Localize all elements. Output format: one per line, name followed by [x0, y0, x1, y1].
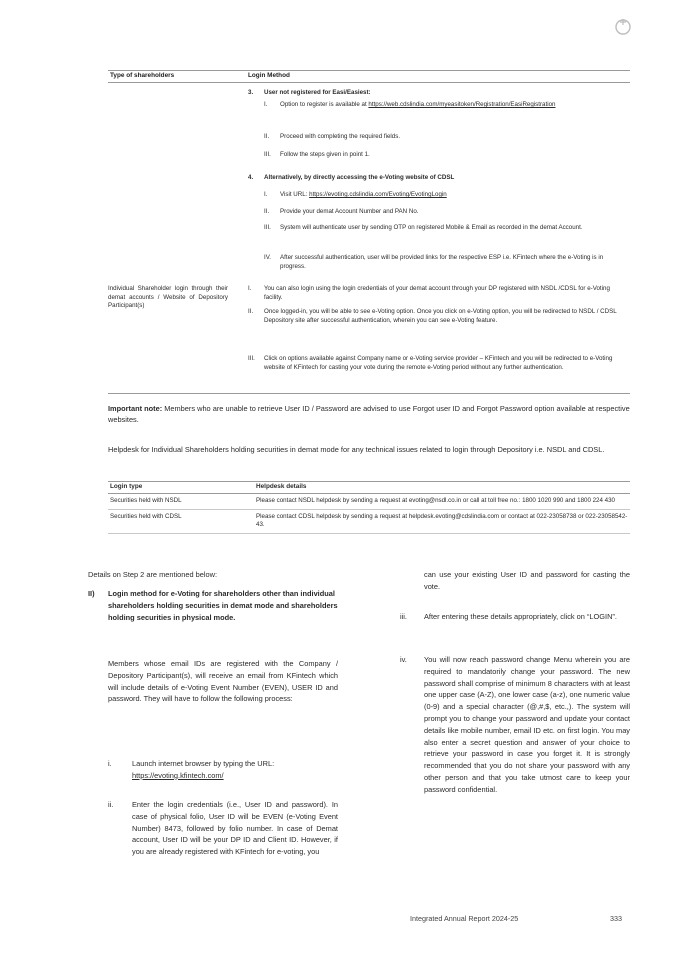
- col-header-helpdesk: Helpdesk details: [256, 483, 307, 490]
- login-method-table-header: [108, 70, 630, 83]
- list-item-number: iii.: [400, 612, 407, 621]
- list-item: I. Visit URL: https://evoting.cdslindia.com/Evoting/EvotingLogin: [264, 191, 447, 198]
- col-header-shareholders: Type of shareholders: [110, 72, 175, 79]
- list-item: Enter the login credentials (i.e., User ID and password). In case of physical folio, User ID will be EVEN (e-Voting Event Number) 8473, followed by folio number. In case of Demat account, User ID will be your DP ID and Client ID. However, if you are already registered with KFintech for e-voting, you: [132, 800, 338, 857]
- step-2-intro: Details on Step 2 are mentioned below:: [88, 570, 218, 579]
- shareholder-type-label: Individual Shareholder login through their demat accounts / Website of Depository Participant(s): [108, 285, 228, 310]
- helpdesk-table-header: [108, 481, 630, 494]
- list-item: III. Click on options available against Company name or e-Voting service provider – KFintech and you will be redirected to e-Voting website of KFintech for casting your vote during the remote e-Voting period without any further authentication.: [248, 355, 613, 371]
- list-item: I. Option to register is available at https://web.cdslindia.com/myeasitoken/Registration/EasiRegistration: [264, 101, 556, 108]
- list-item-number: ii.: [108, 800, 114, 809]
- section-ii-heading: Login method for e-Voting for shareholders other than individual shareholders holding securities in demat mode and shareholders holding securities in physical mode.: [108, 589, 338, 622]
- cdsl-evoting-login-link[interactable]: https://evoting.cdslindia.com/Evoting/EvotingLogin: [309, 191, 447, 198]
- list-item: II. Proceed with completing the required fields.: [264, 133, 401, 140]
- col-header-login-method: Login Method: [248, 72, 290, 79]
- continued-text: can use your existing User ID and password for casting the vote.: [424, 570, 630, 591]
- section-ii-paragraph: Members whose email IDs are registered with the Company / Depository Participant(s), will receive an email from KFintech which will include details of e-Voting Event Number (EVEN), USER ID and password. They will have to follow the following process:: [108, 659, 338, 704]
- section-4-number: 4.: [248, 174, 254, 181]
- table-divider: [108, 393, 630, 394]
- col-header-login-type: Login type: [110, 483, 143, 490]
- list-item: III. Follow the steps given in point 1.: [264, 151, 370, 158]
- page-number: 333: [610, 914, 622, 923]
- list-item: II. Once logged-in, you will be able to see e-Voting option. Once you click on e-Voting option, you will be redirected to NSDL / CDSL Depository site after successful authentication, wherein you can see e-Voting feature.: [248, 308, 617, 324]
- list-item-number: iv.: [400, 655, 407, 664]
- list-item: II. Provide your demat Account Number and PAN No.: [264, 208, 419, 215]
- company-logo-icon: [613, 16, 633, 36]
- section-3-number: 3.: [248, 89, 254, 96]
- section-4-heading: Alternatively, by directly accessing the e-Voting website of CDSL: [264, 174, 455, 181]
- list-item: I. You can also login using the login credentials of your demat account through your DP registered with NSDL /CDSL for e-Voting facility.: [248, 285, 610, 301]
- section-3-heading: User not registered for Easi/Easiest:: [264, 89, 371, 96]
- table-row: Securities held with NSDL Please contact NSDL helpdesk by sending a request at evoting@nsdl.co.in or call at toll free no.: 1800 1020 990 and 1800 224 430: [108, 494, 630, 510]
- list-item: III. System will authenticate user by sending OTP on registered Mobile & Email as recorded in the demat Account.: [264, 224, 583, 231]
- list-item: IV. After successful authentication, user will be provided links for the respective ESP i.e. KFintech where the e-Voting is in progress.: [264, 254, 604, 270]
- list-item-number: i.: [108, 759, 112, 768]
- cdsl-registration-link[interactable]: https://web.cdslindia.com/myeasitoken/Registration/EasiRegistration: [368, 101, 556, 108]
- important-note: Important note: Members who are unable to retrieve User ID / Password are advised to use Forgot user ID and Forgot Password option available at respective websites.: [108, 404, 630, 424]
- helpdesk-table: [108, 481, 630, 534]
- list-item: You will now reach password change Menu wherein you are required to mandatorily change your password. The new password shall comprise of minimum 8 characters with at least one upper case (A-Z), one lower case (a-z), one numeric value (0-9) and a special character (@,#,$, etc.,). The system will prompt you to change your password and update your contact details like mobile number, email ID etc. on first login. You may also enter a secret question and answer of your choice to retrieve your password in case you forget it. It is strongly recommended that you do not share your password with any other person and that you take utmost care to keep your password confidential.: [424, 655, 630, 794]
- helpdesk-intro: Helpdesk for Individual Shareholders holding securities in demat mode for any technical issues related to login through Depository i.e. NSDL and CDSL.: [108, 445, 605, 454]
- table-row: Securities held with CDSL Please contact CDSL helpdesk by sending a request at helpdesk.evoting@cdslindia.com or contact at 022-23058738 or 022-23058542-43.: [108, 510, 630, 534]
- section-ii-number: II): [88, 589, 95, 598]
- list-item: After entering these details appropriately, click on “LOGIN”.: [424, 612, 617, 621]
- list-item: Launch internet browser by typing the URL: https://evoting.kfintech.com/: [132, 759, 275, 780]
- kfintech-evoting-link[interactable]: https://evoting.kfintech.com/: [132, 770, 224, 780]
- footer-report-title: Integrated Annual Report 2024-25: [410, 914, 519, 923]
